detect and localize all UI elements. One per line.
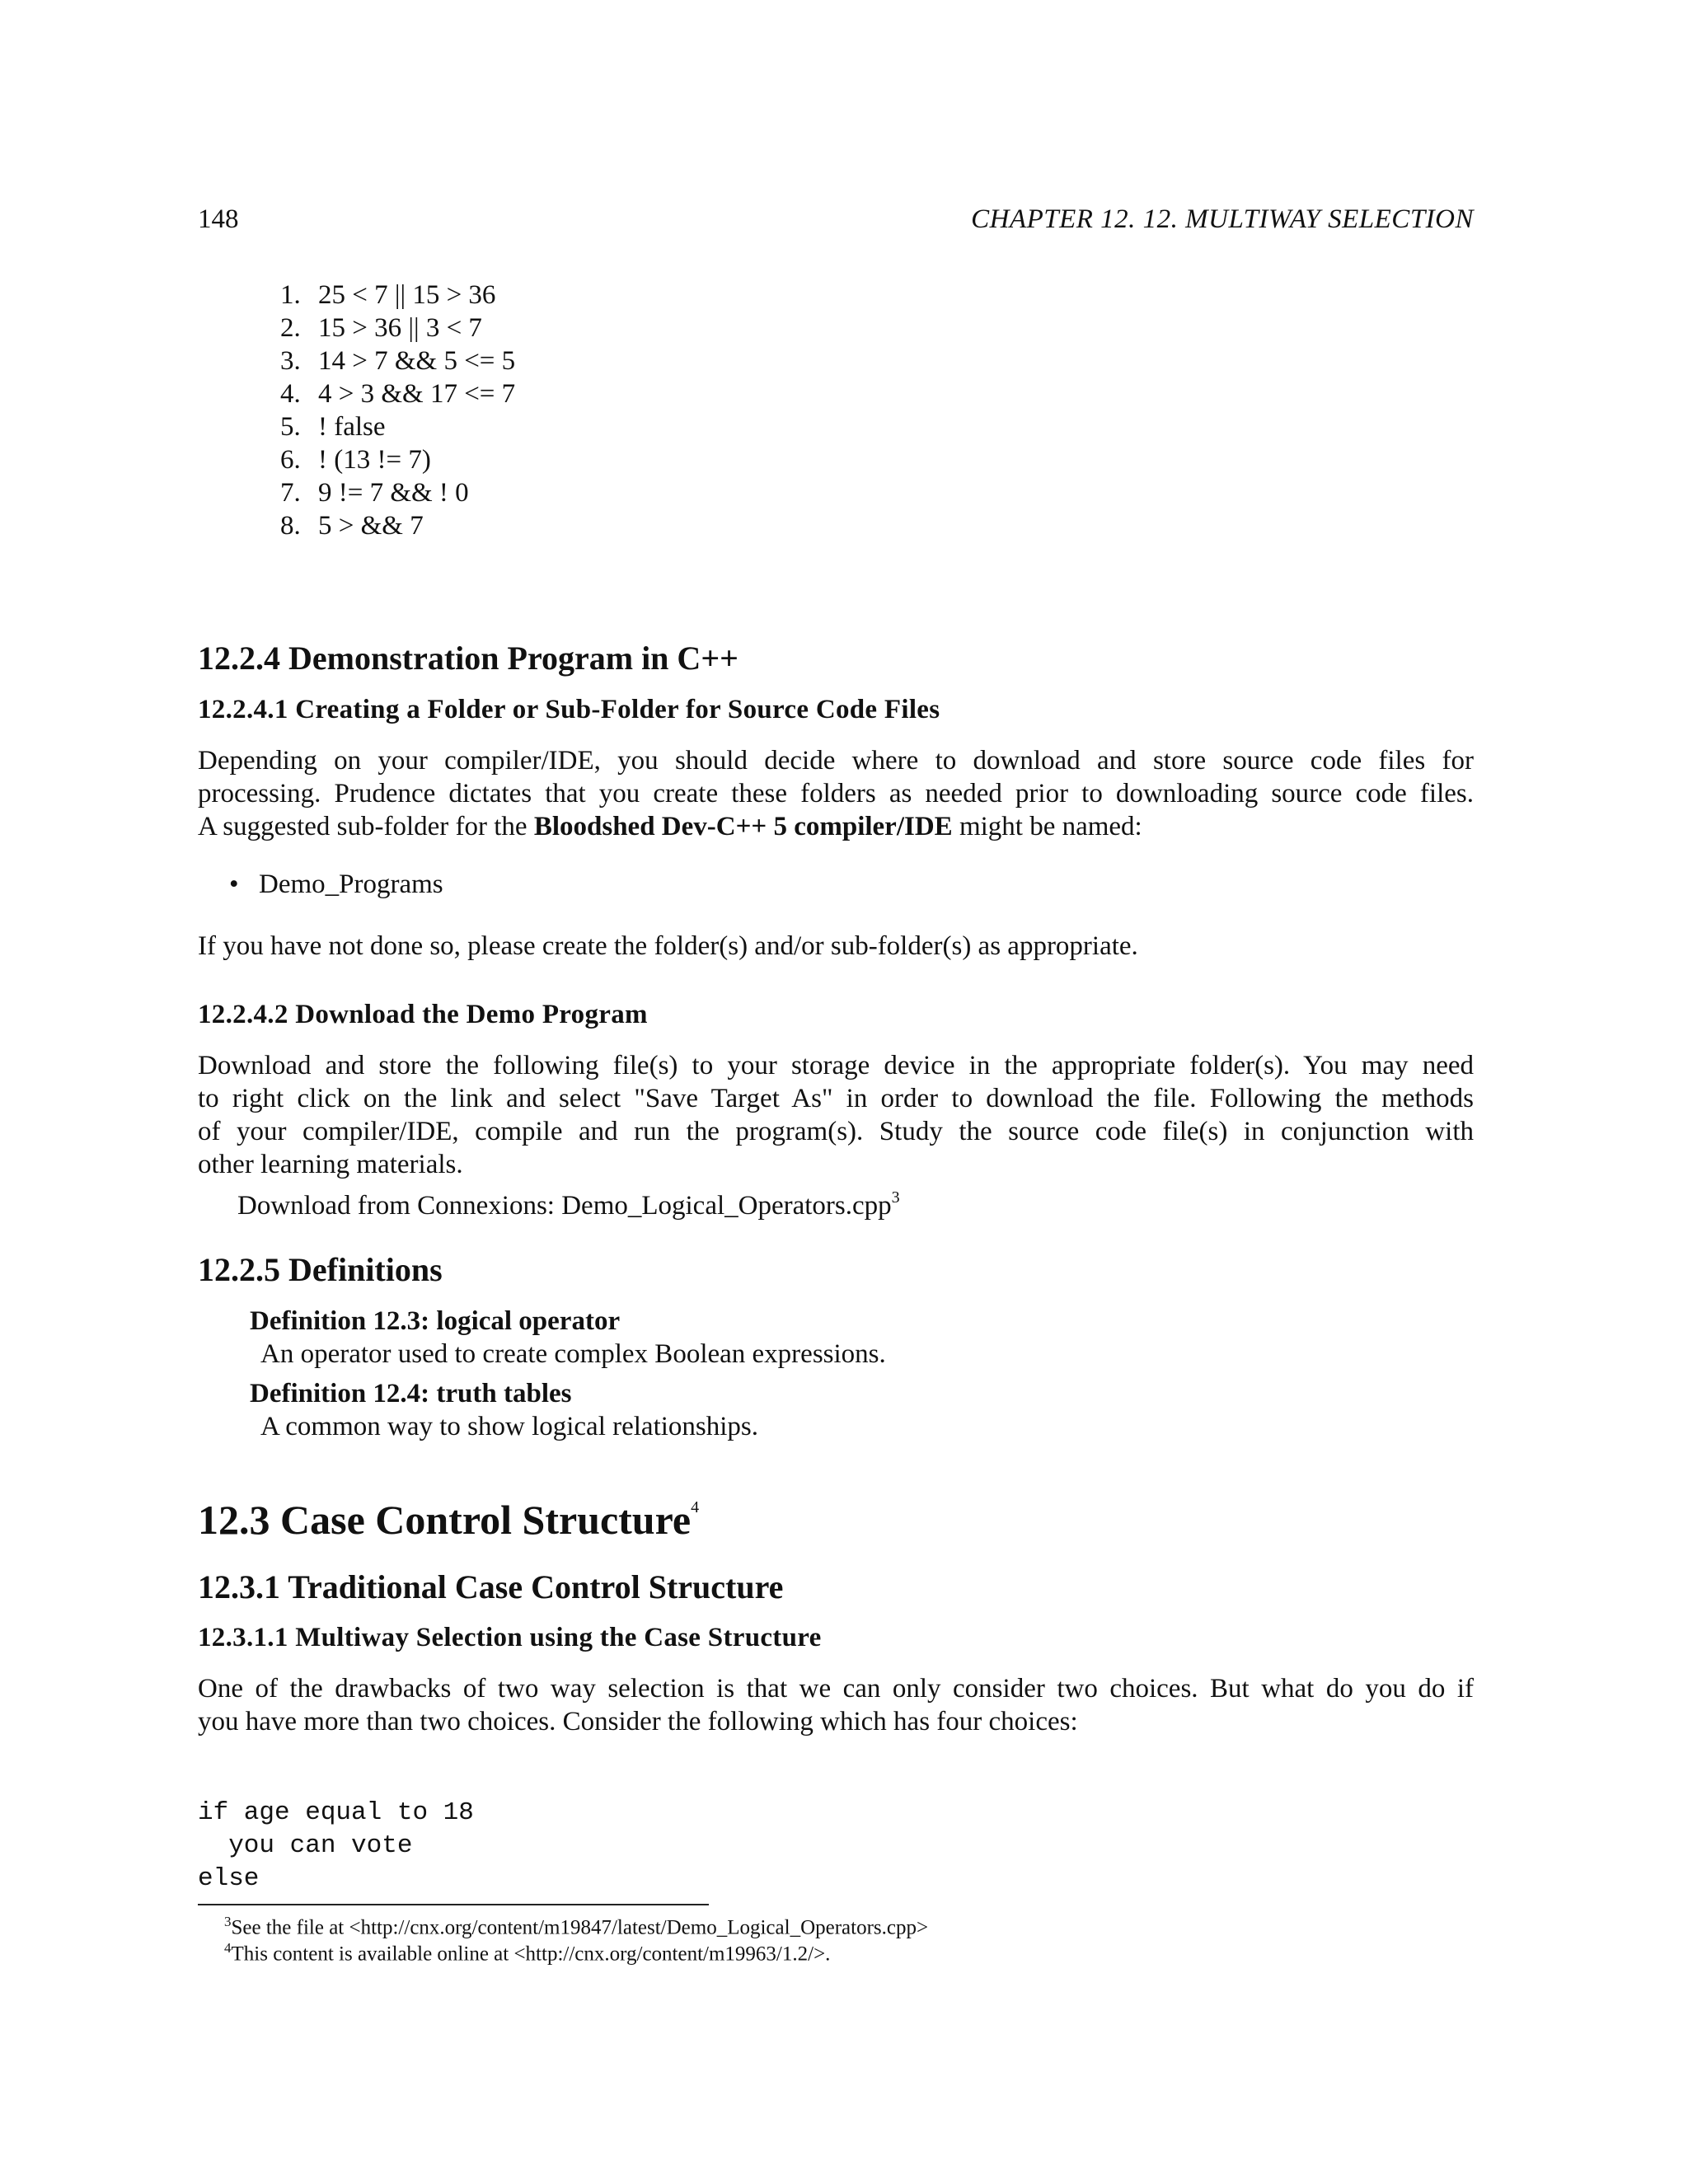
code-line: you can vote	[198, 1831, 413, 1860]
page-number: 148	[198, 204, 239, 234]
subsection-heading-12-3-1: 12.3.1 Traditional Case Control Structure	[198, 1568, 784, 1605]
definition-title: Definition 12.4: truth tables	[250, 1379, 572, 1408]
list-item	[280, 476, 515, 509]
item-number: 8.	[280, 511, 301, 541]
paragraph-line: If you have not done so, please create the folder(s) and/or sub-folder(s) as appropriate.	[198, 931, 1138, 961]
item-text: 9 != 7 && ! 0	[318, 478, 469, 508]
download-link-text[interactable]: Download from Connexions: Demo_Logical_Operators.cpp	[237, 1191, 892, 1221]
definition-body: An operator used to create complex Boolean expressions.	[260, 1339, 886, 1369]
list-item	[280, 410, 515, 443]
list-item	[280, 509, 515, 542]
list-item	[280, 443, 515, 476]
list-item	[280, 279, 515, 312]
text-run: might be named:	[952, 812, 1142, 841]
paragraph-line	[198, 810, 1474, 843]
section-heading-12-2-5: 12.2.5 Definitions	[198, 1251, 443, 1288]
footnote-mark: 4	[224, 1940, 232, 1956]
bullet-item	[229, 869, 443, 900]
item-number: 3.	[280, 346, 301, 376]
footnote-ref-3[interactable]: 3	[891, 1188, 900, 1207]
item-text: 15 > 36 || 3 < 7	[318, 313, 482, 343]
footnote-text: This content is available online at <http://cnx.org/content/m19963/1.2/>.	[231, 1943, 831, 1966]
item-number: 4.	[280, 379, 301, 409]
footnote-text: See the file at <http://cnx.org/content/m19847/latest/Demo_Logical_Operators.cpp>	[231, 1916, 929, 1939]
text-run: A suggested sub-folder for the	[198, 812, 534, 841]
paragraph-line: Depending on your compiler/IDE, you should decide where to download and store source code files for	[198, 746, 1474, 776]
paragraph-line: of your compiler/IDE, compile and run the program(s). Study the source code file(s) in conjunction with	[198, 1117, 1474, 1146]
paragraph-multiway	[198, 1672, 1474, 1738]
paragraph-download	[198, 1049, 1474, 1222]
item-text: 14 > 7 && 5 <= 5	[318, 346, 516, 376]
list-item	[280, 344, 515, 377]
download-line	[198, 1181, 1474, 1222]
page-header	[198, 204, 1474, 241]
bullet-icon: •	[229, 869, 239, 899]
paragraph-line: to right click on the link and select "Save Target As" in order to download the file. Following the methods	[198, 1084, 1474, 1113]
code-line: else	[198, 1864, 260, 1893]
definition-body: A common way to show logical relationships.	[260, 1412, 759, 1441]
footnote-ref-4[interactable]: 4	[691, 1498, 700, 1516]
paragraph-line: you have more than two choices. Consider the following which has four choices:	[198, 1707, 1078, 1736]
definition-title: Definition 12.3: logical operator	[250, 1306, 621, 1336]
code-line: if age equal to 18	[198, 1798, 474, 1827]
item-number: 1.	[280, 280, 301, 310]
section-heading-12-2-4: 12.2.4 Demonstration Program in C++	[198, 640, 738, 677]
footnote-rule	[198, 1904, 709, 1905]
paragraph-line: other learning materials.	[198, 1150, 463, 1179]
subsection-heading-12-2-4-2: 12.2.4.2 Download the Demo Program	[198, 1000, 648, 1029]
item-number: 5.	[280, 412, 301, 442]
section-heading-12-3	[198, 1496, 699, 1544]
item-number: 6.	[280, 445, 301, 475]
list-item	[280, 312, 515, 344]
list-item	[280, 377, 515, 410]
paragraph-line: processing. Prudence dictates that you create these folders as needed prior to downloading source code files.	[198, 779, 1474, 808]
paragraph-folder	[198, 744, 1474, 843]
item-text: 4 > 3 && 17 <= 7	[318, 379, 516, 409]
paragraph-line: One of the drawbacks of two way selection is that we can only consider two choices. But what do you do if	[198, 1674, 1474, 1704]
bold-compiler-name: Bloodshed Dev-C++ 5 compiler/IDE	[533, 812, 953, 841]
expression-list	[280, 279, 515, 542]
item-text: ! (13 != 7)	[318, 445, 431, 475]
item-text: 25 < 7 || 15 > 36	[318, 280, 496, 310]
code-block	[198, 1797, 474, 1896]
section-title: 12.3 Case Control Structure	[198, 1497, 692, 1543]
subsubsection-heading-12-3-1-1: 12.3.1.1 Multiway Selection using the Case Structure	[198, 1623, 822, 1652]
subsection-heading-12-2-4-1: 12.2.4.1 Creating a Folder or Sub-Folder for Source Code Files	[198, 695, 940, 724]
paragraph-line: Download and store the following file(s) to your storage device in the appropriate folder(s). You may need	[198, 1051, 1474, 1080]
footnote-4	[224, 1936, 830, 1966]
item-text: 5 > && 7	[318, 511, 424, 541]
footnote-mark: 3	[224, 1914, 232, 1929]
item-text: ! false	[318, 412, 386, 442]
item-number: 7.	[280, 478, 301, 508]
chapter-title: CHAPTER 12. 12. MULTIWAY SELECTION	[971, 204, 1474, 234]
item-number: 2.	[280, 313, 301, 343]
bullet-text: Demo_Programs	[259, 869, 443, 899]
paragraph-create-folder	[198, 930, 1474, 963]
